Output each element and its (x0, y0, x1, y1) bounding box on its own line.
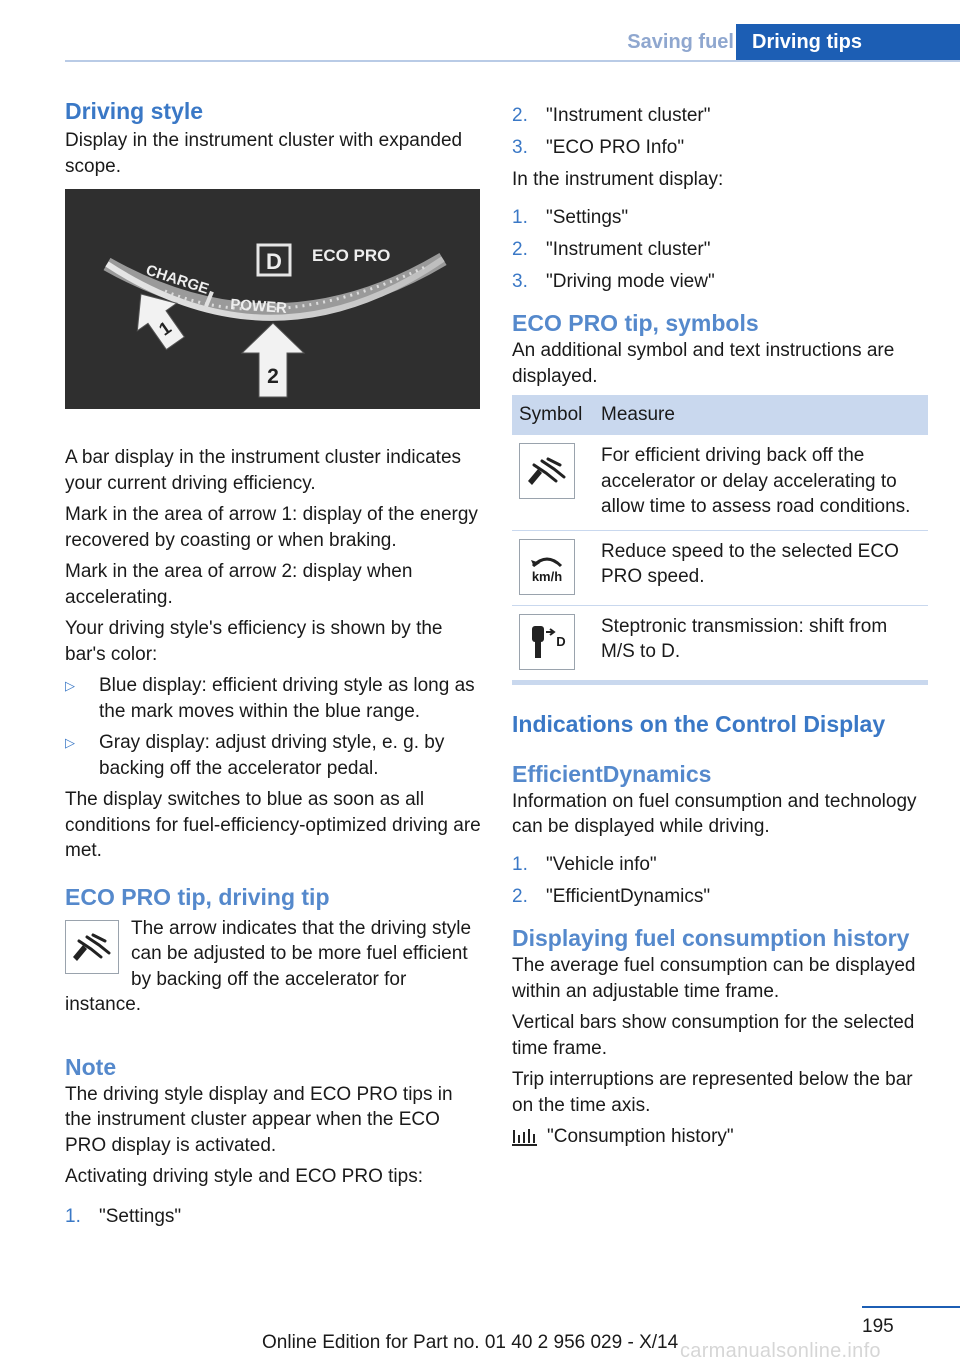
list-item: 2. "EfficientDynamics" (512, 885, 711, 907)
instrument-intro: In the instrument display: (512, 169, 724, 190)
list-item: 1. "Vehicle info" (512, 853, 657, 875)
footer-rule (862, 1306, 960, 1308)
symbol-table (512, 395, 928, 680)
driving-style-p1: A bar display in the instrument cluster indicates your current driving efficiency. (65, 447, 462, 494)
list-item: 1. "Settings" (512, 206, 629, 228)
list-item: 2. "Instrument cluster" (512, 238, 711, 260)
note-p1: The driving style display and ECO PRO tips in the instrument cluster appear when the ECO PRO display is activated. (65, 1083, 453, 1156)
eco-tip-heading: ECO PRO tip, driving tip (65, 883, 330, 910)
arrow-1-label: 1 (155, 317, 175, 340)
driving-style-p2: Mark in the area of arrow 1: display of the energy recovered by coasting or when braking. (65, 504, 478, 551)
note-p2: Activating driving style and ECO PRO tips: (65, 1166, 423, 1187)
control-display-heading: Indications on the Control Display (512, 710, 886, 737)
eco-tip-text: The arrow indicates that the driving style can be adjusted to be more fuel efficient by backing off the accelerator for instance. (65, 917, 472, 1015)
symbols-intro: An additional symbol and text instructions are displayed. (512, 340, 895, 387)
consumption-history-menu-item: "Consumption history" (512, 1124, 928, 1149)
triangle-bullet-icon: ▷ (65, 678, 75, 693)
symbols-heading: ECO PRO tip, symbols (512, 310, 759, 336)
driving-style-p3: Mark in the area of arrow 2: display when accelerating. (65, 561, 413, 608)
accelerator-pedal-icon (65, 920, 119, 974)
header-rule (65, 60, 960, 62)
list-item: 1. "Settings" (65, 1205, 182, 1227)
header-section-label: Saving fuel (627, 31, 734, 53)
color-bullet-list (65, 673, 483, 781)
settings-steps-continued (512, 103, 928, 161)
list-item: 2. "Instrument cluster" (512, 105, 711, 126)
driving-style-heading: Driving style (65, 98, 204, 124)
instrument-cluster-figure (65, 189, 480, 409)
efficient-dynamics-text: Information on fuel consumption and technology can be displayed while driving. (512, 790, 917, 837)
instrument-steps (512, 205, 928, 295)
right-column (512, 103, 928, 1149)
history-p3: Trip interruptions are represented below the bar on the time axis. (512, 1069, 913, 1116)
accelerator-pedal-icon (519, 443, 575, 499)
speed-reduce-icon (519, 539, 575, 595)
history-heading: Displaying fuel consumption history (512, 925, 910, 951)
power-text: POWER (229, 296, 288, 317)
list-item: ▷ Gray display: adjust driving style, e. g. by backing off the accelerator pedal. (65, 730, 483, 781)
gear-label: D (556, 633, 566, 649)
efficient-dynamics-heading: EfficientDynamics (512, 760, 712, 787)
eco-pro-text: ECO PRO (312, 246, 391, 265)
watermark: carmanualsonline.info (680, 1340, 881, 1362)
table-row: km/h Reduce speed to the selected ECO PRO speed. (512, 530, 928, 605)
list-item: 3. "ECO PRO Info" (512, 137, 685, 158)
driving-style-p5: The display switches to blue as soon as all conditions for fuel-efficiency-optimized driving are met. (65, 789, 481, 861)
column-header-measure: Measure (594, 395, 928, 435)
eco-tip-block (65, 916, 483, 1018)
bar-chart-icon (512, 1127, 538, 1147)
list-item: 3. "Driving mode view" (512, 270, 715, 292)
list-item: ▷ Blue display: efficient driving style as long as the mark moves within the blue range. (65, 673, 483, 724)
instrument-cluster-illustration (65, 189, 480, 409)
table-row: D Steptronic transmission: shift from M/S to D. (512, 605, 928, 680)
table-bottom-rule (512, 680, 928, 685)
driving-style-p4: Your driving style's efficiency is shown by the bar's color: (65, 618, 443, 665)
note-heading: Note (65, 1053, 117, 1080)
gear-mode-text: D (266, 249, 282, 274)
gear-shift-icon (519, 614, 575, 670)
arrow-2-label: 2 (267, 365, 279, 388)
efficient-dynamics-steps (512, 852, 928, 910)
arrow-2-icon (242, 323, 304, 397)
driving-style-intro: Display in the instrument cluster with expanded scope. (65, 130, 463, 177)
left-column (65, 96, 483, 1236)
speed-unit-label: km/h (531, 568, 563, 584)
triangle-bullet-icon: ▷ (65, 735, 75, 750)
page-number: 195 (862, 1316, 894, 1337)
column-header-symbol: Symbol (512, 395, 594, 435)
history-p2: Vertical bars show consumption for the selected time frame. (512, 1012, 915, 1059)
charge-text: CHARGE (143, 261, 211, 298)
note-steps (65, 1204, 483, 1230)
header-chapter-tab: Driving tips (736, 24, 960, 61)
table-row: For efficient driving back off the accelerator or delay accelerating to allow time to assess road conditions. (512, 435, 928, 530)
history-p1: The average fuel consumption can be displayed within an adjustable time frame. (512, 955, 916, 1002)
edition-line: Online Edition for Part no. 01 40 2 956 029 - X/14 (262, 1332, 679, 1353)
